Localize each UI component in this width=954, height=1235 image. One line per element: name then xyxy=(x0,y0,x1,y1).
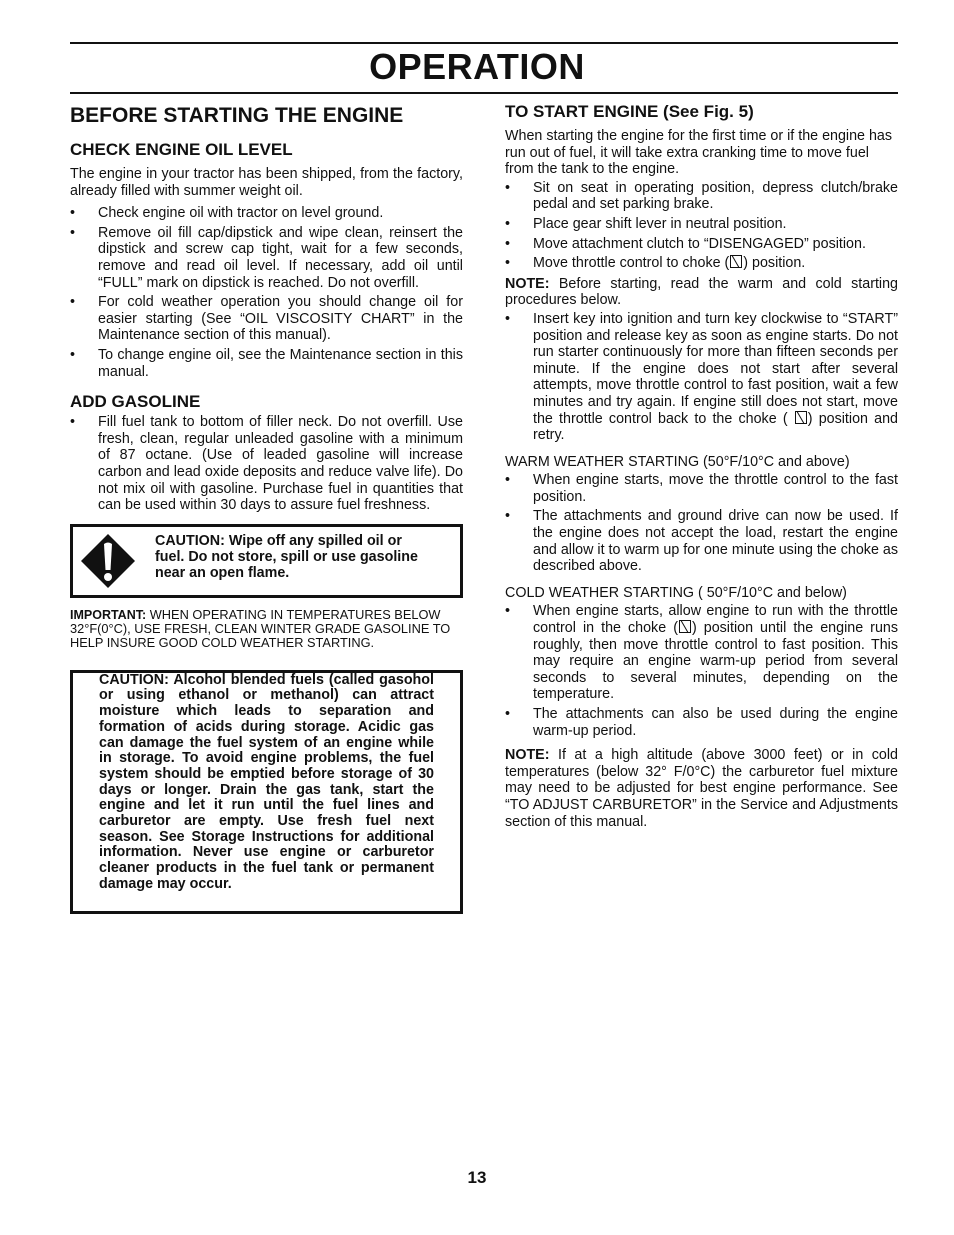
warm-weather-heading: WARM WEATHER STARTING (50°F/10°C and above) xyxy=(505,453,850,470)
gasoline-heading: ADD GASOLINE xyxy=(70,392,201,412)
page-title: OPERATION xyxy=(369,46,585,87)
list-item: • Check engine oil with tractor on level ground. xyxy=(70,205,463,222)
oil-list xyxy=(70,205,463,380)
caution-alcohol-text: CAUTION: Alcohol blended fuels (called gasohol or using ethanol or methanol) can attract moisture which leads to separation and formation of acids during storage. Acidic gas can damage the fuel system of an engine while in storage. To avoid engine problems, the fuel system should be emptied before storage of 30 days or longer. Drain the gas tank, start the engine and let it run until the fuel lines and carburetor are empty. Use fresh fuel next season. See Storage Instructions for additional information. Never use engine or carburetor cleaner products in the fuel tank or permanent damage may occur. xyxy=(99,671,434,892)
note-text: Before starting, read the warm and cold starting procedures below. xyxy=(505,275,898,309)
cold-bullet-pre: When engine starts, allow engine to run with the throttle control in the choke ( xyxy=(533,603,898,637)
left-column xyxy=(70,100,463,914)
list-item xyxy=(505,603,898,703)
key-bullet-pre: Insert key into ignition and turn key clockwise to “START” position and release key as soon as engine starts. Do not run starter continuously for more than fifteen seconds per minute. If the engine does not start after several attempts, move throttle control to fast position, wait a few minutes and try again. If engine still does not start, move the throttle control back to the choke ( xyxy=(533,310,898,427)
key-bullet-post: ) position and retry. xyxy=(533,410,898,444)
important-note xyxy=(70,608,463,650)
caution-spill-box xyxy=(70,524,463,598)
start-list xyxy=(505,180,898,272)
list-item: • Fill fuel tank to bottom of filler neck. Do not overfill. Use fresh, clean, regular unleaded gasoline with a minimum of 87 octane. (Use of leaded gasoline will increase carbon and lead oxide deposits and reduce valve life). Do not mix oil with gasoline. Purchase fuel in quantities that can be used within 30 days to assure fuel freshness. xyxy=(70,414,463,514)
top-rule xyxy=(70,42,898,44)
list-item: • The attachments can also be used during the engine warm-up period. xyxy=(505,706,898,739)
gasoline-list xyxy=(70,414,463,514)
oil-heading: CHECK ENGINE OIL LEVEL xyxy=(70,140,293,159)
start-intro: When starting the engine for the first time or if the engine has run out of fuel, it will take extra cranking time to move fuel from the tank to the engine. xyxy=(505,128,893,178)
choke-bullet-post: ) position. xyxy=(743,255,806,272)
list-item: • Place gear shift lever in neutral position. xyxy=(505,216,898,233)
section-title: BEFORE STARTING THE ENGINE xyxy=(70,104,404,127)
list-item: • When engine starts, move the throttle control to the fast position. xyxy=(505,472,898,505)
note-label: NOTE: xyxy=(505,275,550,292)
choke-icon xyxy=(730,255,742,268)
caution-spill-text: CAUTION: Wipe off any spilled oil or fuel. Do not store, spill or use gasoline near an open flame. xyxy=(155,532,418,581)
list-item xyxy=(505,311,898,444)
list-item: • Sit on seat in operating position, depress clutch/brake pedal and set parking brake. xyxy=(505,180,898,213)
title-rule xyxy=(70,92,898,94)
note-before-starting xyxy=(505,276,898,309)
key-list xyxy=(505,311,898,444)
list-item: • Remove oil fill cap/dipstick and wipe clean, reinsert the dipstick and screw cap tight, wait for a few seconds, remove and read oil level. If necessary, add oil until “FULL” mark on dipstick is reached. Do not overfill. xyxy=(70,225,463,291)
caution-alcohol-box xyxy=(70,670,463,914)
warm-list xyxy=(505,472,898,575)
list-item: • To change engine oil, see the Maintenance section in this manual. xyxy=(70,347,463,380)
list-item: • The attachments and ground drive can now be used. If the engine does not accept the load, restart the engine and allow it to warm up for one minute using the choke as described above. xyxy=(505,508,898,574)
oil-intro: The engine in your tractor has been shipped, from the factory, already filled with summer weight oil. xyxy=(70,166,463,199)
choke-bullet-pre: Move throttle control to choke ( xyxy=(533,255,730,272)
note-altitude xyxy=(505,747,898,830)
important-text: WHEN OPERATING IN TEMPERATURES BELOW 32°F(0°C), USE FRESH, CLEAN WINTER GRADE GASOLINE TO HELP INSURE GOOD COLD WEATHER STARTING. xyxy=(70,606,451,650)
start-engine-heading: TO START ENGINE (See Fig. 5) xyxy=(505,102,754,121)
note-text: If at a high altitude (above 3000 feet) or in cold temperatures (below 32° F/0°C) the carburetor fuel mixture may need to be adjusted for best engine performance. See “TO ADJUST CARBURETOR” in the Service and Adjustments section of this manual. xyxy=(505,747,898,830)
cold-weather-heading: COLD WEATHER STARTING ( 50°F/10°C and below) xyxy=(505,584,847,601)
choke-icon xyxy=(679,620,691,633)
note-label: NOTE: xyxy=(505,747,550,764)
list-item: • Move attachment clutch to “DISENGAGED” position. xyxy=(505,236,898,253)
page-number: 13 xyxy=(467,1168,487,1187)
right-column xyxy=(505,100,898,836)
list-item: • For cold weather operation you should change oil for easier starting (See “OIL VISCOSITY CHART” in the Maintenance section of this manual). xyxy=(70,294,463,344)
warning-icon xyxy=(79,532,137,588)
cold-bullet-post: ) position until the engine runs roughly, then move throttle control to fast position. This may require an engine warm-up period from several seconds to several minutes, depending on the temperature. xyxy=(533,620,898,703)
choke-icon xyxy=(795,411,807,424)
cold-list xyxy=(505,603,898,739)
important-label: IMPORTANT: xyxy=(70,607,147,622)
list-item xyxy=(505,255,898,272)
